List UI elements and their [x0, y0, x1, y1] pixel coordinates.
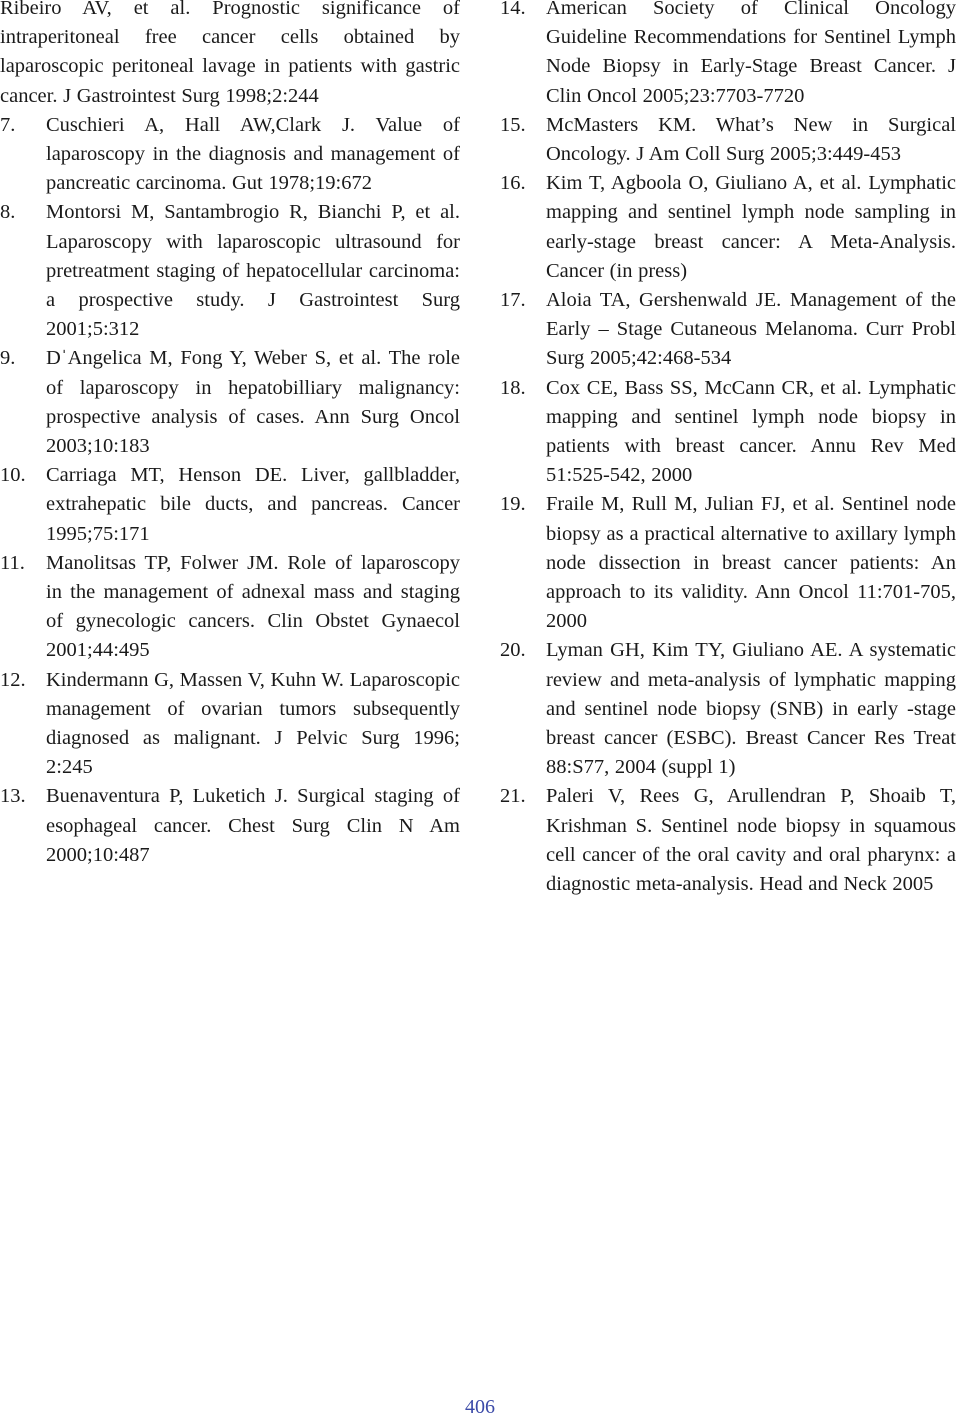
reference-number: 12. — [0, 668, 26, 691]
reference-entry — [0, 344, 460, 461]
reference-number: 7. — [0, 113, 16, 136]
reference-entry — [0, 461, 460, 549]
reference-continuation: Ribeiro AV, et al. Prognostic significance of intraperitoneal free cancer cells obtained by laparoscopic peritoneal lavage in patients with gastric cancer. J Gastrointest Surg 1998;2:244 — [0, 0, 460, 107]
reference-entry — [500, 782, 956, 899]
reference-number: 8. — [0, 201, 16, 224]
reference-entry — [500, 490, 956, 636]
reference-text: Aloia TA, Gershenwald JE. Management of the Early – Stage Cutaneous Melanoma. Curr Probl Surg 2005;42:468-534 — [546, 289, 956, 370]
reference-entry — [0, 549, 460, 666]
left-column — [0, 0, 460, 870]
page-number: 406 — [465, 1396, 495, 1418]
reference-entry — [0, 782, 460, 870]
reference-number: 17. — [500, 289, 526, 312]
reference-number: 14. — [500, 0, 526, 19]
reference-entry — [0, 666, 460, 783]
reference-text: Manolitsas TP, Folwer JM. Role of laparoscopy in the management of adnexal mass and staging of gynecologic cancers. Clin Obstet Gynaecol 2001;44:495 — [46, 551, 460, 662]
reference-number: 21. — [500, 785, 526, 808]
reference-entry — [500, 374, 956, 491]
reference-number: 11. — [0, 551, 25, 574]
reference-number: 15. — [500, 113, 526, 136]
reference-text: Paleri V, Rees G, Arullendran P, Shoaib T, Krishman S. Sentinel node biopsy in squamous cell cancer of the oral cavity and oral pharynx: a diagnostic meta-analysis. Head and Neck 2005 — [546, 785, 956, 896]
reference-text: Cox CE, Bass SS, McCann CR, et al. Lymphatic mapping and sentinel lymph node biopsy in patients with breast cancer. Annu Rev Med 51:525-542, 2000 — [546, 376, 956, 487]
reference-text: Fraile M, Rull M, Julian FJ, et al. Sentinel node biopsy as a practical alternative to axillary lymph node dissection in breast cancer patients: An approach to its validity. Ann Oncol 11:701-705, 2000 — [546, 493, 956, 633]
reference-text: Kindermann G, Massen V, Kuhn W. Laparoscopic management of ovarian tumors subsequently diagnosed as malignant. J Pelvic Surg 1996; 2:245 — [46, 668, 460, 779]
reference-entry — [500, 169, 956, 286]
reference-number: 18. — [500, 376, 526, 399]
reference-entry — [500, 0, 956, 111]
reference-number: 20. — [500, 639, 526, 662]
reference-text: Montorsi M, Santambrogio R, Bianchi P, et al. Laparoscopy with laparoscopic ultrasound for pretreatment staging of hepatocellular carcinoma: a prospective study. J Gastrointest Surg 2001;5:312 — [46, 201, 460, 341]
reference-number: 13. — [0, 785, 26, 808]
reference-number: 19. — [500, 493, 526, 516]
reference-text: Kim T, Agboola O, Giuliano A, et al. Lymphatic mapping and sentinel lymph node sampling in early-stage breast cancer: A Meta-Analysis. Cancer (in press) — [546, 172, 956, 282]
reference-text: Carriaga MT, Henson DE. Liver, gallbladder, extrahepatic bile ducts, and pancreas. Cancer 1995;75:171 — [46, 464, 460, 545]
reference-entry — [0, 111, 460, 199]
reference-entry — [500, 111, 956, 169]
reference-entry — [500, 286, 956, 374]
reference-number: 10. — [0, 464, 26, 487]
right-column — [500, 0, 956, 899]
reference-entry — [500, 636, 956, 782]
reference-number: 9. — [0, 347, 16, 370]
reference-text: American Society of Clinical Oncology Guideline Recommendations for Sentinel Lymph Node Biopsy in Early-Stage Breast Cancer. J Clin Oncol 2005;23:7703-7720 — [546, 0, 956, 107]
reference-text: DˈAngelica M, Fong Y, Weber S, et al. The role of laparoscopy in hepatobilliary malignancy: prospective analysis of cases. Ann Surg Oncol 2003;10:183 — [46, 347, 460, 458]
reference-number: 16. — [500, 172, 526, 195]
reference-text: McMasters KM. What’s New in Surgical Oncology. J Am Coll Surg 2005;3:449-453 — [546, 113, 956, 166]
reference-entry — [0, 198, 460, 344]
reference-text: Cuschieri A, Hall AW,Clark J. Value of laparoscopy in the diagnosis and management of pancreatic carcinoma. Gut 1978;19:672 — [46, 113, 460, 195]
reference-text: Lyman GH, Kim TY, Giuliano AE. A systematic review and meta-analysis of lymphatic mapping and sentinel node biopsy (SNB) in early -stage breast cancer (ESBC). Breast Cancer Res Treat 88:S77, 2004 (suppl 1) — [546, 639, 956, 779]
reference-text: Buenaventura P, Luketich J. Surgical staging of esophageal cancer. Chest Surg Clin N Am 2000;10:487 — [46, 785, 460, 866]
